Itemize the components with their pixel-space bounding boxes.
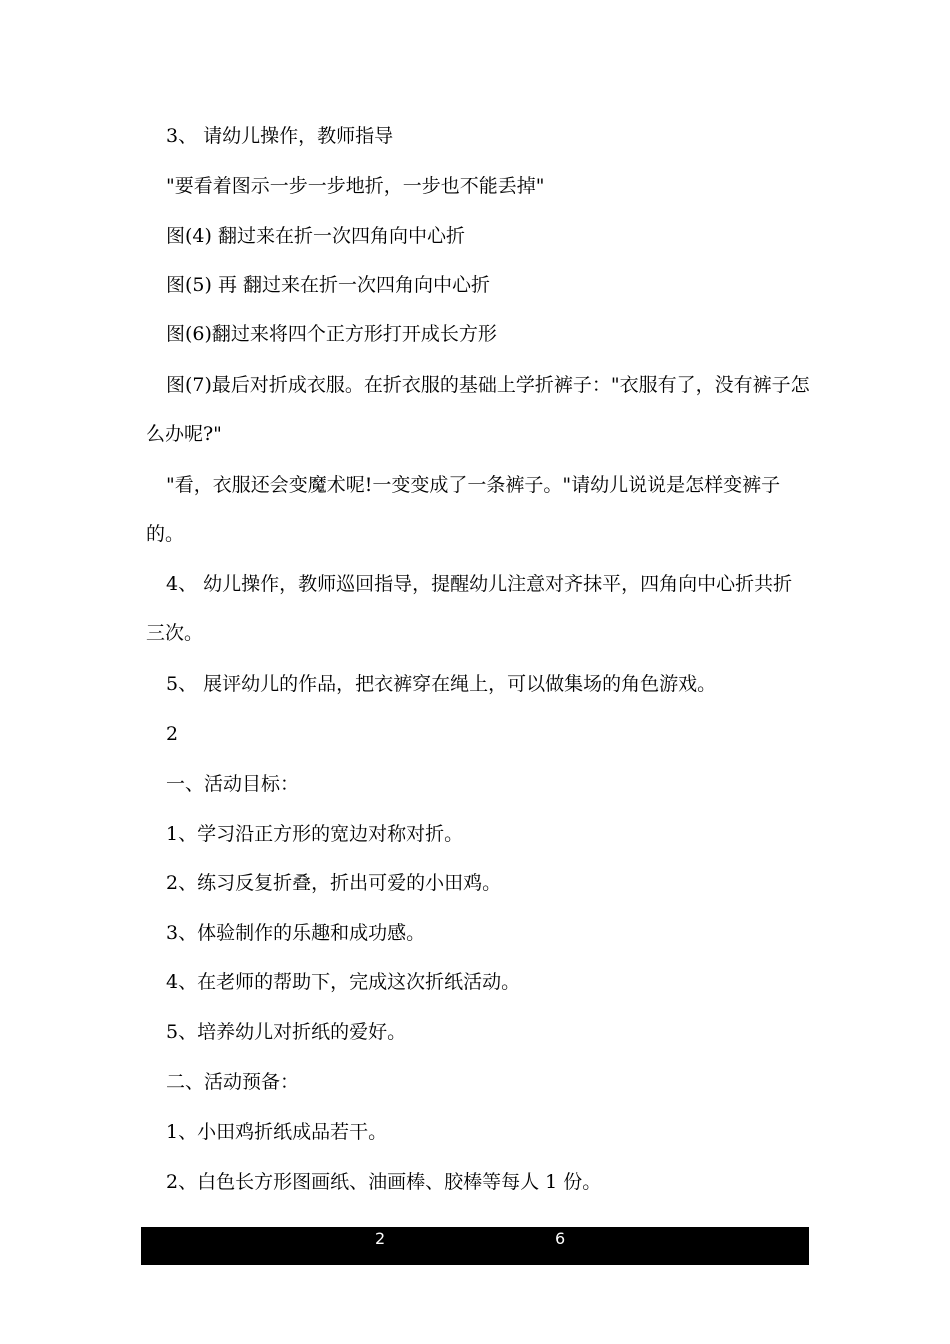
paragraph-figure-7: 图(7)最后对折成衣服。在折衣服的基础上学折裤子："衣服有了，没有裤子怎么办呢?" (146, 374, 810, 445)
page-number-total: 6 (555, 1229, 566, 1248)
goal-item-4: 4、在老师的帮助下，完成这次折纸活动。 (166, 971, 521, 993)
paragraph-figure-6: 图(6)翻过来将四个正方形打开成长方形 (166, 323, 497, 345)
paragraph-figure-5: 图(5) 再 翻过来在折一次四角向中心折 (166, 274, 490, 296)
goal-item-5: 5、培养幼儿对折纸的爱好。 (166, 1021, 407, 1043)
paragraph-quote-magic: "看，衣服还会变魔术呢!一变变成了一条裤子。"请幼儿说说是怎样变裤子的。 (146, 474, 781, 545)
prep-item-2: 2、白色长方形图画纸、油画棒、胶棒等每人 1 份。 (166, 1171, 602, 1193)
goal-item-1: 1、学习沿正方形的宽边对称对折。 (166, 823, 464, 845)
paragraph-figure-4: 图(4) 翻过来在折一次四角向中心折 (166, 225, 465, 247)
footer-bar (141, 1227, 809, 1265)
heading-activity-prep: 二、活动预备： (166, 1071, 300, 1093)
paragraph-quote-fold: "要看着图示一步一步地折，一步也不能丢掉" (166, 175, 545, 197)
goal-item-3: 3、体验制作的乐趣和成功感。 (166, 922, 426, 944)
section-number: 2 (166, 723, 179, 745)
paragraph-step-4: 4、 幼儿操作，教师巡回指导，提醒幼儿注意对齐抹平，四角向中心折共折三次。 (146, 573, 793, 644)
prep-item-1: 1、小田鸡折纸成品若干。 (166, 1121, 388, 1143)
paragraph-step-3: 3、 请幼儿操作，教师指导 (166, 125, 394, 147)
page-number-current: 2 (375, 1229, 386, 1248)
goal-item-2: 2、练习反复折叠，折出可爱的小田鸡。 (166, 872, 502, 894)
paragraph-step-5: 5、 展评幼儿的作品，把衣裤穿在绳上，可以做集场的角色游戏。 (166, 673, 717, 695)
heading-activity-goals: 一、活动目标： (166, 773, 300, 795)
